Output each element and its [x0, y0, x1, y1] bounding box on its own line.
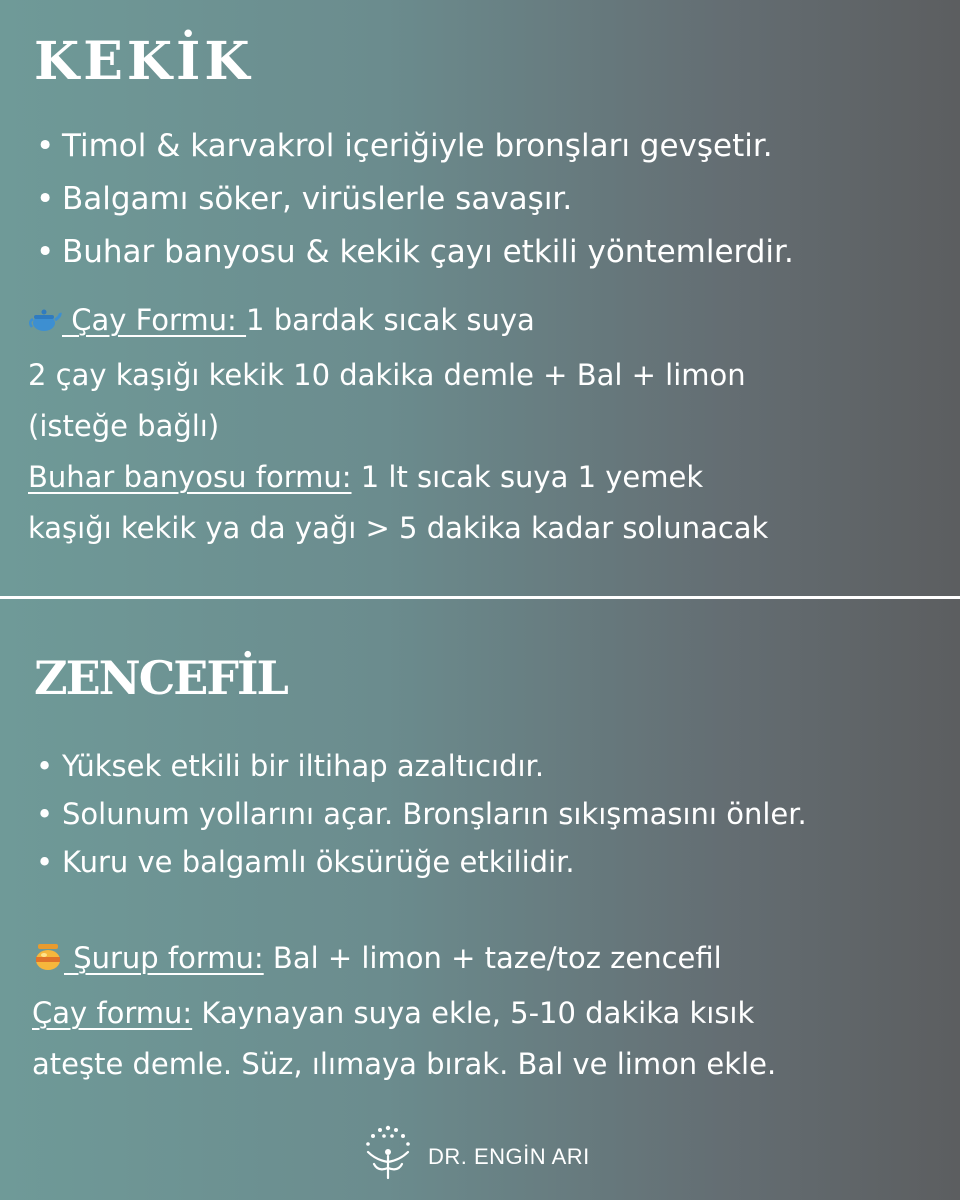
kekik-title: KEKİK: [34, 31, 254, 92]
kekik-tea-line-3: (isteğe bağlı): [28, 409, 220, 443]
list-item: [36, 790, 807, 838]
kekik-tea-line-2: 2 çay kaşığı kekik 10 dakika demle + Bal + limon: [28, 358, 746, 392]
tree-person-logo-icon: [358, 1122, 418, 1186]
kekik-steam-label: Buhar banyosu formu:: [28, 460, 352, 494]
zencefil-syrup-line: [32, 933, 776, 988]
bullet-dot: •: [36, 181, 55, 217]
zencefil-tea-label: Çay formu:: [32, 996, 193, 1030]
list-item: [36, 838, 807, 886]
list-item: [36, 742, 807, 790]
kekik-tea-line: [28, 295, 768, 350]
bullet-dot: •: [36, 128, 55, 164]
zencefil-bullet-text: Solunum yollarını açar. Bronşların sıkışmasını önler.: [62, 797, 807, 831]
honey-pot-icon: [32, 937, 64, 988]
footer-brand-text: DR. ENGİN ARI: [428, 1144, 590, 1169]
kekik-usage-paragraph: [28, 295, 768, 554]
kekik-steam-line-2: kaşığı kekik ya da yağı > 5 dakika kadar solunacak: [28, 511, 769, 545]
kekik-bullet-text: Balgamı söker, virüslerle savaşır.: [62, 181, 573, 217]
zencefil-bullet-text: Kuru ve balgamlı öksürüğe etkilidir.: [62, 845, 575, 879]
bullet-dot: •: [36, 797, 54, 831]
zencefil-tea-text: Kaynayan suya ekle, 5-10 dakika kısık: [192, 996, 755, 1030]
section-divider: [0, 596, 960, 599]
kekik-steam-line: [28, 452, 768, 503]
zencefil-syrup-text: Bal + limon + taze/toz zencefil: [263, 941, 722, 975]
bullet-dot: •: [36, 749, 54, 783]
kekik-bullet-text: Buhar banyosu & kekik çayı etkili yöntemlerdir.: [62, 234, 794, 270]
bullet-dot: •: [36, 845, 54, 879]
kekik-tea-text: 1 bardak sıcak suya: [246, 303, 535, 337]
zencefil-bullet-text: Yüksek etkili bir iltihap azaltıcıdır.: [62, 749, 545, 783]
footer: [0, 1118, 960, 1178]
list-item: [36, 173, 794, 226]
zencefil-tea-line: [32, 988, 776, 1039]
kekik-bullet-text: Timol & karvakrol içeriğiyle bronşları gevşetir.: [62, 128, 773, 164]
kekik-steam-text: 1 lt sıcak suya 1 yemek: [351, 460, 704, 494]
zencefil-title: ZENCEFİL: [34, 651, 287, 705]
kekik-bullet-list: [36, 120, 794, 279]
kekik-tea-label: Çay Formu:: [62, 303, 247, 337]
zencefil-syrup-label: Şurup formu:: [64, 941, 264, 975]
teapot-icon: [28, 299, 62, 350]
zencefil-bullet-list: [36, 742, 807, 886]
list-item: [36, 226, 794, 279]
zencefil-tea-line-2: ateşte demle. Süz, ılımaya bırak. Bal ve limon ekle.: [32, 1047, 777, 1081]
list-item: [36, 120, 794, 173]
zencefil-usage-paragraph: [32, 933, 776, 1090]
bullet-dot: •: [36, 234, 55, 270]
